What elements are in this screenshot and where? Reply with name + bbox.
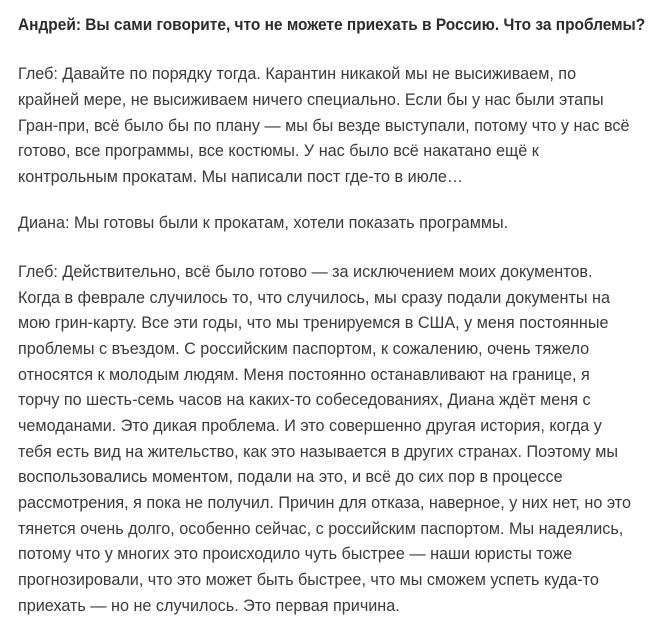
paragraph-line: торчу по шесть-семь часов на каких-то собеседованиях, Диана ждёт меня с <box>18 391 591 409</box>
paragraph-line: тянется очень долго, особенно сейчас, с российским паспортом. Мы надеялись, <box>18 520 624 538</box>
paragraph-line: Гран-при, всё было бы по плану — мы бы везде выступали, потому что у нас всё <box>18 117 630 135</box>
paragraph-line: Диана: Мы готовы были к прокатам, хотели показать программы. <box>18 214 509 232</box>
question-andrey: Андрей: Вы сами говорите, что не можете приехать в Россию. Что за проблемы? <box>18 16 646 34</box>
paragraph-line: Глеб: Давайте по порядку тогда. Карантин никакой мы не высиживаем, по <box>18 65 577 83</box>
paragraph-line: воспользовались моментом, подали на это, и всё до сих пор в процессе <box>18 468 563 486</box>
paragraph-line: готово, все программы, все костюмы. У нас было всё накатано ещё к <box>18 142 539 160</box>
paragraph-line: Когда в феврале случилось то, что случилось, мы сразу подали документы на <box>18 289 610 307</box>
paragraph-line: контрольным прокатам. Мы написали пост где-то в июле… <box>18 168 464 186</box>
paragraph-line: крайней мере, не высиживаем ничего специально. Если бы у нас были этапы <box>18 91 604 109</box>
paragraph-line: мою грин-карту. Все эти годы, что мы тренируемся в США, у меня постоянные <box>18 314 609 332</box>
paragraph-line: проблемы с въездом. С российским паспортом, к сожалению, очень тяжело <box>18 340 590 358</box>
paragraph-line: относятся к молодым людям. Меня постоянно останавливают на границе, я <box>18 366 590 384</box>
paragraph-line: рассмотрения, я пока не получил. Причин для отказа, наверное, у них нет, но это <box>18 494 631 512</box>
paragraph-line: прогнозировали, что это может быть быстрее, что мы сможем успеть куда-то <box>18 571 599 589</box>
paragraph-line: потому что у многих это происходило чуть быстрее — наши юристы тоже <box>18 545 573 563</box>
paragraph-line: тебя есть вид на жительство, как это называется в других странах. Поэтому мы <box>18 443 618 461</box>
paragraph-line: чемоданами. Это дикая проблема. И это совершенно другая история, когда у <box>18 417 602 435</box>
paragraph-line: приехать — но не случилось. Это первая причина. <box>18 597 400 615</box>
paragraph-line: Глеб: Действительно, всё было готово — за исключением моих документов. <box>18 263 593 281</box>
